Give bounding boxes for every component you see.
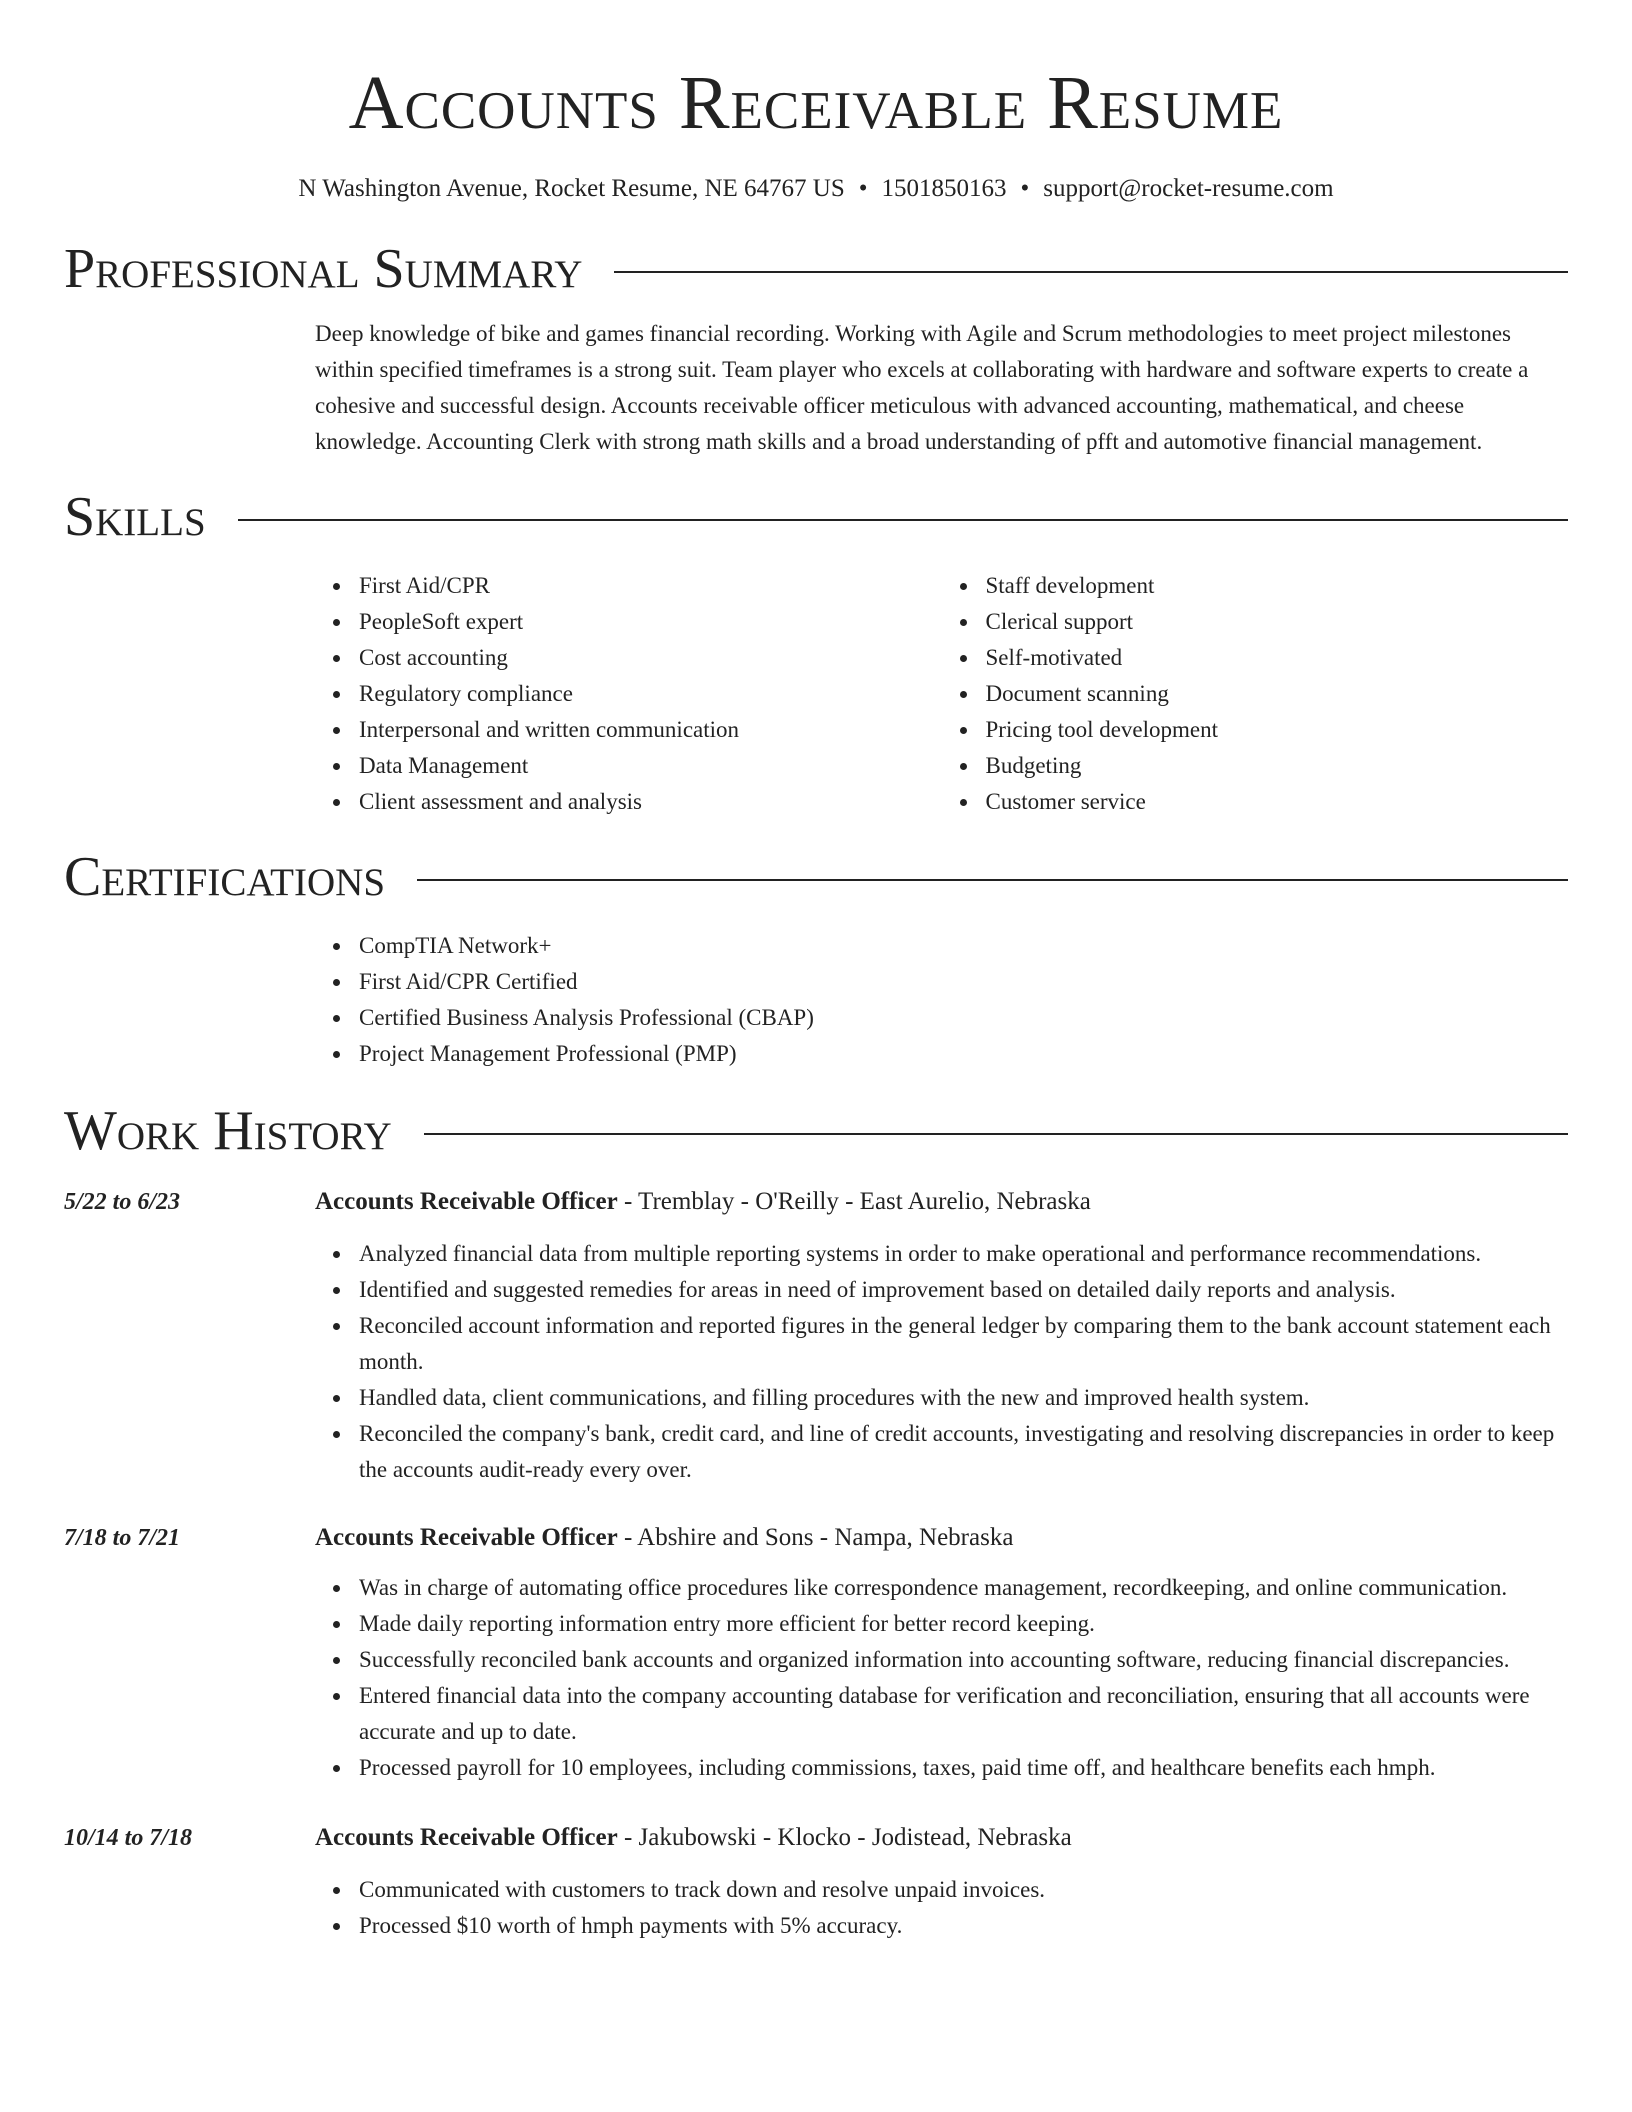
summary-section-header <box>64 234 1568 304</box>
job-bullets <box>315 1570 1568 1786</box>
job-bullet: Successfully reconciled bank accounts and organized information into accounting software, reducing financial discrepancies. <box>359 1642 1568 1678</box>
job-title: Accounts Receivable Officer <box>315 1824 618 1851</box>
job-bullet: Reconciled account information and reported figures in the general ledger by comparing them to the bank account statement each month. <box>359 1308 1568 1380</box>
job-bullet: Entered financial data into the company accounting database for verification and reconciliation, ensuring that all accounts were accurate and up to date. <box>359 1678 1568 1750</box>
skill-item: PeopleSoft expert <box>359 604 942 640</box>
skill-item: Data Management <box>359 748 942 784</box>
job-employer: - Abshire and Sons - Nampa, Nebraska <box>617 1524 1014 1551</box>
certifications-block <box>315 928 1568 1072</box>
skill-item: Staff development <box>986 568 1569 604</box>
job-title-line <box>315 1184 1568 1220</box>
job-bullet: Was in charge of automating office procedures like correspondence management, recordkeeping, and online communication. <box>359 1570 1568 1606</box>
job-entry <box>64 1520 1568 1786</box>
job-employer: - Tremblay - O'Reilly - East Aurelio, Nebraska <box>617 1188 1091 1215</box>
job-bullet: Processed payroll for 10 employees, including commissions, taxes, paid time off, and healthcare benefits each hmph. <box>359 1750 1568 1786</box>
certification-item: First Aid/CPR Certified <box>359 964 1568 1000</box>
skill-item: Self-motivated <box>986 640 1569 676</box>
job-dates: 5/22 to 6/23 <box>64 1189 181 1215</box>
skill-item: Pricing tool development <box>986 712 1569 748</box>
summary-heading: Professional Summary <box>64 238 583 300</box>
job-entry <box>64 1184 1568 1488</box>
job-dates: 10/14 to 7/18 <box>64 1825 193 1851</box>
job-title: Accounts Receivable Officer <box>315 1524 618 1551</box>
skill-item: Regulatory compliance <box>359 676 942 712</box>
skills-list-left <box>315 568 942 820</box>
job-employer: - Jakubowski - Klocko - Jodistead, Nebraska <box>617 1824 1072 1851</box>
job-details <box>315 1184 1568 1488</box>
skill-item: Clerical support <box>986 604 1569 640</box>
skill-item: Document scanning <box>986 676 1569 712</box>
contact-line <box>64 172 1568 206</box>
job-details <box>315 1520 1568 1786</box>
job-bullet: Processed $10 worth of hmph payments with 5% accuracy. <box>359 1908 1568 1944</box>
section-divider <box>614 271 1568 273</box>
job-bullet: Identified and suggested remedies for areas in need of improvement based on detailed daily reports and analysis. <box>359 1272 1568 1308</box>
job-entry <box>64 1820 1568 1944</box>
skills-list-right <box>942 568 1569 820</box>
contact-separator: • <box>1020 175 1030 202</box>
summary-text: Deep knowledge of bike and games financial recording. Working with Agile and Scrum methodologies to meet project milestones within specified timeframes is a strong suit. Team player who excels at collaborating with hardware and software experts to create a cohesive and successful design. Accounts receivable officer meticulous with advanced accounting, mathematical, and cheese knowledge. Accounting Clerk with strong math skills and a broad understanding of pfft and automotive financial management. <box>315 321 1529 454</box>
job-bullet: Communicated with customers to track down and resolve unpaid invoices. <box>359 1872 1568 1908</box>
job-bullet: Made daily reporting information entry more efficient for better record keeping. <box>359 1606 1568 1642</box>
certification-item: Project Management Professional (PMP) <box>359 1036 1568 1072</box>
contact-separator: • <box>858 175 868 202</box>
skill-item: First Aid/CPR <box>359 568 942 604</box>
section-divider <box>417 879 1568 881</box>
certification-item: Certified Business Analysis Professional (CBAP) <box>359 1000 1568 1036</box>
skills-section-header <box>64 482 1568 552</box>
contact-address: N Washington Avenue, Rocket Resume, NE 64767 US <box>298 175 845 202</box>
skill-item: Budgeting <box>986 748 1569 784</box>
skills-heading: Skills <box>64 486 206 548</box>
job-bullet: Reconciled the company's bank, credit card, and line of credit accounts, investigating and resolving discrepancies in order to keep the accounts audit-ready every over. <box>359 1416 1568 1488</box>
skills-columns <box>315 568 1568 820</box>
certification-item: CompTIA Network+ <box>359 928 1568 964</box>
job-bullet: Analyzed financial data from multiple reporting systems in order to make operational and performance recommendations. <box>359 1236 1568 1272</box>
skill-item: Customer service <box>986 784 1569 820</box>
job-title: Accounts Receivable Officer <box>315 1188 618 1215</box>
job-bullet: Handled data, client communications, and filling procedures with the new and improved health system. <box>359 1380 1568 1416</box>
job-bullets <box>315 1872 1568 1944</box>
work-heading: Work History <box>64 1100 392 1162</box>
resume-title: Accounts Receivable Resume <box>348 61 1284 145</box>
job-dates: 7/18 to 7/21 <box>64 1525 181 1551</box>
certifications-heading: Certifications <box>64 846 386 908</box>
job-title-line <box>315 1820 1568 1856</box>
contact-email: support@rocket-resume.com <box>1043 175 1334 202</box>
section-divider <box>424 1133 1568 1135</box>
skill-item: Client assessment and analysis <box>359 784 942 820</box>
skill-item: Interpersonal and written communication <box>359 712 942 748</box>
skill-item: Cost accounting <box>359 640 942 676</box>
job-bullets <box>315 1236 1568 1488</box>
section-divider <box>238 519 1568 521</box>
contact-phone: 1501850163 <box>881 175 1007 202</box>
job-title-line <box>315 1520 1568 1556</box>
certifications-list <box>315 928 1568 1072</box>
job-details <box>315 1820 1568 1944</box>
work-section-header <box>64 1096 1568 1166</box>
certifications-section-header <box>64 842 1568 912</box>
